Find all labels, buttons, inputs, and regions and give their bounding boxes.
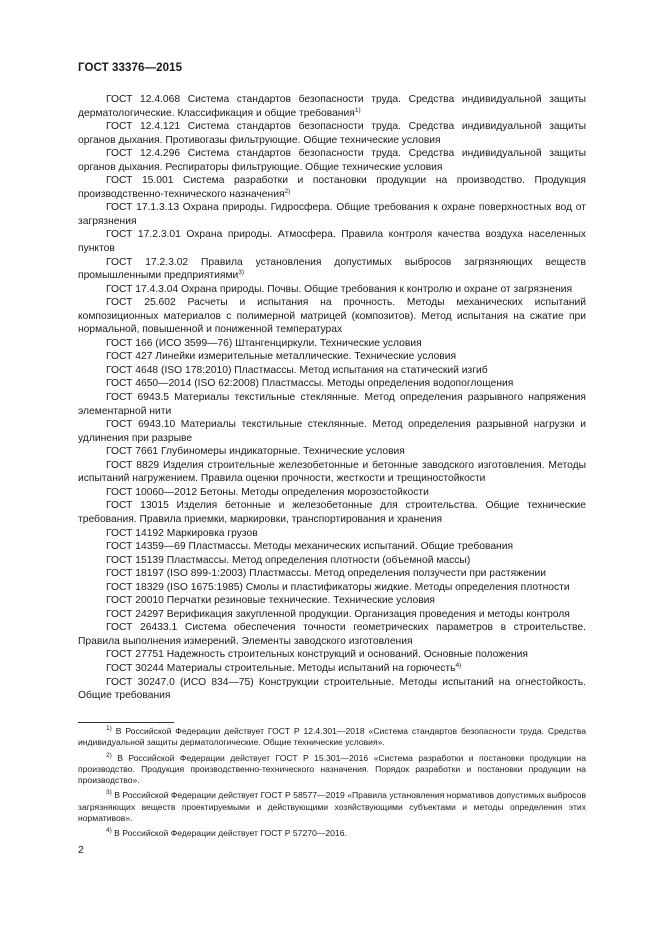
- reference-item: [78, 648, 586, 662]
- reference-text: ГОСТ 15.001 Система разработки и постановки продукции на производство. Продукция производственно-технического назначения: [78, 175, 586, 200]
- reference-item: [78, 364, 586, 378]
- reference-item: [78, 147, 586, 174]
- reference-text: ГОСТ 18197 (ISO 899-1:2003) Пластмассы. Метод определения ползучести при растяжении: [106, 568, 546, 580]
- reference-text: ГОСТ 17.4.3.04 Охрана природы. Почвы. Общие требования к контролю и охране от загрязнения: [106, 283, 573, 295]
- reference-item: [78, 296, 586, 337]
- reference-text: ГОСТ 7661 Глубиномеры индикаторные. Технические условия: [106, 446, 405, 458]
- footnote-marker: 3): [238, 269, 245, 277]
- reference-text: ГОСТ 12.4.068 Система стандартов безопасности труда. Средства индивидуальной защиты дерматологические. Классификация и общие требования: [78, 94, 586, 119]
- reference-text: ГОСТ 13015 Изделия бетонные и железобетонные для строительства. Общие технические требования. Правила приемки, маркировки, транспортирования и хранения: [78, 500, 586, 525]
- footnote-text: В Российской Федерации действует ГОСТ Р 58577—2019 «Правила установления нормативов допустимых выбросов загрязняющих веществ проектируемыми и действующими хозяйствующими субъектами и методы определения этих нормативов».: [78, 790, 587, 824]
- reference-text: ГОСТ 17.2.3.02 Правила установления допустимых выбросов загрязняющих веществ промышленными предприятиями: [78, 256, 586, 282]
- reference-text: ГОСТ 6943.10 Материалы текстильные стеклянные. Метод определения разрывной нагрузки и удлинения при разрыве: [78, 419, 586, 444]
- reference-text: ГОСТ 427 Линейки измерительные металлические. Технические условия: [106, 351, 457, 363]
- footnote-mark: 4): [106, 827, 112, 835]
- footnote-item: [78, 726, 586, 749]
- footnote-text: В Российской Федерации действует ГОСТ Р 15.301—2016 «Система разработки и постановки продукции на производство. Продукция производственно-технического назначения. Порядок разработки и постановки продукции на производство».: [78, 752, 586, 786]
- reference-item: [78, 337, 586, 351]
- reference-item: [78, 459, 586, 486]
- reference-item: [78, 594, 586, 608]
- reference-item: [78, 418, 586, 445]
- footnote-text: В Российской Федерации действует ГОСТ Р 57270—2016.: [114, 828, 347, 839]
- reference-item: [78, 201, 586, 228]
- reference-text: ГОСТ 17.1.3.13 Охрана природы. Гидросфера. Общие требования к охране поверхностных вод от загрязнения: [78, 202, 586, 227]
- reference-text: ГОСТ 12.4.121 Система стандартов безопасности труда. Средства индивидуальной защиты органов дыхания. Противогазы фильтрующие. Общие технические условия: [78, 121, 586, 146]
- reference-text: ГОСТ 14192 Маркировка грузов: [106, 527, 258, 539]
- footnote-mark: 1): [106, 725, 112, 732]
- reference-item: [78, 621, 586, 648]
- reference-item: [78, 567, 586, 581]
- reference-text: ГОСТ 15139 Пластмассы. Метод определения плотности (объемной массы): [106, 554, 471, 566]
- footnote-mark: 3): [106, 789, 112, 797]
- reference-text: ГОСТ 166 (ИСО 3599—76) Штангенциркули. Технические условия: [106, 337, 422, 349]
- reference-text: ГОСТ 6943.5 Материалы текстильные стеклянные. Метод определения разрывного напряжения элементарной нити: [78, 392, 586, 417]
- reference-item: [78, 228, 586, 255]
- footnote-item: [78, 753, 586, 787]
- footnote-text: В Российской Федерации действует ГОСТ Р 12.4.301—2018 «Система стандартов безопасности труда. Средства индивидуальной защиты дерматологические. Общие технические условия».: [78, 726, 586, 748]
- footnotes: [78, 726, 586, 844]
- reference-item: [78, 662, 586, 676]
- reference-item: [78, 676, 586, 703]
- standard-code-header: ГОСТ 33376—2015: [78, 62, 183, 74]
- reference-item: [78, 93, 586, 120]
- reference-item: [78, 554, 586, 568]
- reference-text: ГОСТ 24297 Верификация закупленной продукции. Организация проведения и методы контроля: [106, 608, 570, 620]
- page-number: 2: [78, 844, 84, 856]
- footnote-item: [78, 790, 586, 824]
- footnote-separator: [78, 722, 174, 723]
- reference-text: ГОСТ 4648 (ISO 178:2010) Пластмассы. Метод испытания на статический изгиб: [106, 364, 488, 376]
- reference-text: ГОСТ 4650—2014 (ISO 62:2008) Пластмассы. Методы определения водопоглощения: [106, 378, 514, 390]
- reference-item: [78, 377, 586, 391]
- reference-item: [78, 174, 586, 201]
- reference-item: [78, 499, 586, 526]
- reference-text: ГОСТ 8829 Изделия строительные железобетонные и бетонные заводского изготовления. Методы испытаний нагружением. Правила оценки прочности, жесткости и трещиностойкости: [78, 459, 586, 485]
- reference-item: [78, 445, 586, 459]
- reference-item: [78, 391, 586, 418]
- reference-text: ГОСТ 17.2.3.01 Охрана природы. Атмосфера. Правила контроля качества воздуха населенных пунктов: [78, 229, 586, 255]
- reference-item: [78, 120, 586, 147]
- reference-text: ГОСТ 10060—2012 Бетоны. Методы определения морозостойкости: [106, 486, 429, 498]
- reference-text: ГОСТ 26433.1 Система обеспечения точности геометрических параметров в строительстве. Правила выполнения измерений. Элементы заводского изготовления: [78, 622, 586, 647]
- reference-item: [78, 608, 586, 622]
- reference-item: [78, 283, 586, 297]
- reference-item: [78, 527, 586, 541]
- reference-text: ГОСТ 30247.0 (ИСО 834—75) Конструкции строительные. Методы испытаний на огнестойкость. Общие требования: [78, 676, 586, 702]
- reference-text: ГОСТ 20010 Перчатки резиновые технические. Технические условия: [106, 595, 435, 607]
- footnote-mark: 2): [106, 751, 112, 759]
- reference-text: ГОСТ 12.4.296 Система стандартов безопасности труда. Средства индивидуальной защиты органов дыхания. Респираторы фильтрующие. Общие технические условия: [78, 148, 586, 173]
- footnote-marker: 4): [455, 661, 462, 669]
- reference-item: [78, 540, 586, 554]
- footnote-item: [78, 828, 586, 839]
- reference-text: ГОСТ 30244 Материалы строительные. Методы испытаний на горючесть: [106, 662, 456, 674]
- reference-text: ГОСТ 25.602 Расчеты и испытания на прочность. Методы механических испытаний композиционных материалов с полимерной матрицей (композитов). Метод испытания на сжатие при нормальной, повышенной и пониженной температурах: [78, 297, 586, 336]
- footnote-marker: 2): [284, 187, 291, 195]
- footnote-marker: 1): [354, 106, 361, 114]
- reference-item: [78, 581, 586, 595]
- reference-item: [78, 350, 586, 364]
- reference-text: ГОСТ 14359—69 Пластмассы. Методы механических испытаний. Общие требования: [106, 541, 514, 553]
- normative-references-list: [78, 93, 586, 703]
- reference-text: ГОСТ 27751 Надежность строительных конструкций и оснований. Основные положения: [106, 649, 528, 661]
- reference-item: [78, 486, 586, 500]
- reference-item: [78, 256, 586, 283]
- reference-text: ГОСТ 18329 (ISO 1675:1985) Смолы и пластификаторы жидкие. Методы определения плотности: [106, 581, 570, 593]
